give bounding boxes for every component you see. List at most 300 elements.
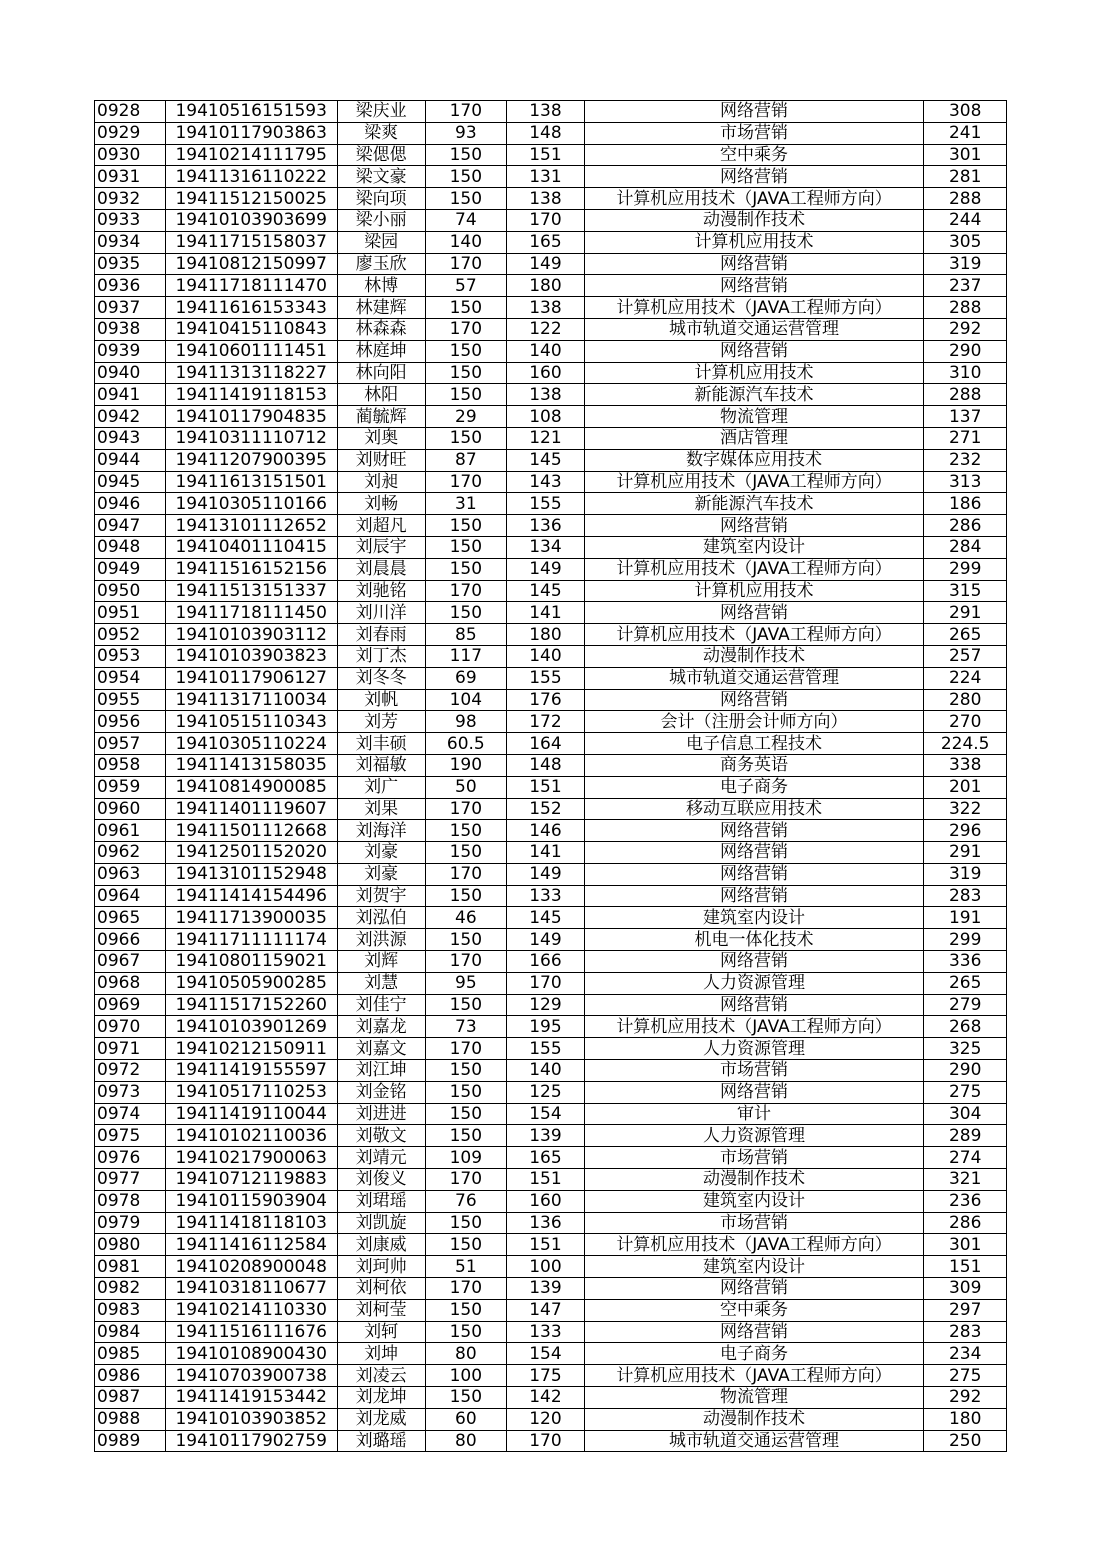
exam-id-cell: 19410415110843: [165, 318, 337, 340]
total-score-cell: 268: [924, 1016, 1007, 1038]
seq-no-cell: 0989: [95, 1430, 166, 1452]
total-score-cell: 224.5: [924, 733, 1007, 755]
table-row: [95, 1321, 1007, 1343]
exam-id-cell: 19410505900285: [165, 972, 337, 994]
exam-id-cell: 19410214111795: [165, 144, 337, 166]
student-name-cell: 刘洪源: [337, 929, 425, 951]
total-score-cell: 304: [924, 1103, 1007, 1125]
total-score-cell: 237: [924, 275, 1007, 297]
score-1-cell: 150: [425, 166, 507, 188]
score-2-cell: 136: [507, 515, 585, 537]
score-2-cell: 149: [507, 253, 585, 275]
score-1-cell: 170: [425, 253, 507, 275]
total-score-cell: 232: [924, 449, 1007, 471]
seq-no-cell: 0971: [95, 1038, 166, 1060]
score-2-cell: 170: [507, 1430, 585, 1452]
seq-no-cell: 0978: [95, 1190, 166, 1212]
major-cell: 商务英语: [584, 754, 924, 776]
total-score-cell: 257: [924, 645, 1007, 667]
exam-id-cell: 19410801159021: [165, 951, 337, 973]
score-2-cell: 180: [507, 624, 585, 646]
seq-no-cell: 0939: [95, 340, 166, 362]
score-1-cell: 150: [425, 1081, 507, 1103]
major-cell: 网络营销: [584, 842, 924, 864]
student-name-cell: 刘驰铭: [337, 580, 425, 602]
seq-no-cell: 0953: [95, 645, 166, 667]
exam-id-cell: 19411516152156: [165, 558, 337, 580]
total-score-cell: 151: [924, 1256, 1007, 1278]
student-name-cell: 梁向项: [337, 188, 425, 210]
exam-id-cell: 19410217900063: [165, 1147, 337, 1169]
score-2-cell: 166: [507, 951, 585, 973]
total-score-cell: 338: [924, 754, 1007, 776]
student-name-cell: 刘嘉龙: [337, 1016, 425, 1038]
seq-no-cell: 0961: [95, 820, 166, 842]
major-cell: 建筑室内设计: [584, 536, 924, 558]
score-2-cell: 148: [507, 122, 585, 144]
student-name-cell: 刘柯依: [337, 1278, 425, 1300]
major-cell: 电子商务: [584, 1343, 924, 1365]
student-name-cell: 梁文豪: [337, 166, 425, 188]
exam-id-cell: 19411713900035: [165, 907, 337, 929]
major-cell: 建筑室内设计: [584, 1256, 924, 1278]
major-cell: 动漫制作技术: [584, 209, 924, 231]
student-name-cell: 梁偲偲: [337, 144, 425, 166]
exam-id-cell: 19410115903904: [165, 1190, 337, 1212]
total-score-cell: 291: [924, 602, 1007, 624]
student-name-cell: 刘豪: [337, 842, 425, 864]
student-name-cell: 刘俊义: [337, 1169, 425, 1191]
score-2-cell: 100: [507, 1256, 585, 1278]
exam-id-cell: 19410311110712: [165, 427, 337, 449]
score-2-cell: 141: [507, 842, 585, 864]
score-2-cell: 165: [507, 1147, 585, 1169]
student-name-cell: 梁庆业: [337, 101, 425, 123]
score-2-cell: 152: [507, 798, 585, 820]
total-score-cell: 299: [924, 929, 1007, 951]
total-score-cell: 291: [924, 842, 1007, 864]
score-2-cell: 149: [507, 863, 585, 885]
score-2-cell: 140: [507, 1060, 585, 1082]
total-score-cell: 284: [924, 536, 1007, 558]
student-name-cell: 刘广: [337, 776, 425, 798]
score-2-cell: 170: [507, 209, 585, 231]
score-1-cell: 190: [425, 754, 507, 776]
score-1-cell: 150: [425, 536, 507, 558]
total-score-cell: 290: [924, 340, 1007, 362]
seq-no-cell: 0942: [95, 406, 166, 428]
student-name-cell: 刘畅: [337, 493, 425, 515]
major-cell: 计算机应用技术: [584, 580, 924, 602]
score-2-cell: 138: [507, 297, 585, 319]
score-2-cell: 133: [507, 885, 585, 907]
exam-id-cell: 19411418118103: [165, 1212, 337, 1234]
seq-no-cell: 0934: [95, 231, 166, 253]
total-score-cell: 274: [924, 1147, 1007, 1169]
seq-no-cell: 0984: [95, 1321, 166, 1343]
score-1-cell: 170: [425, 471, 507, 493]
exam-id-cell: 19410102110036: [165, 1125, 337, 1147]
score-2-cell: 121: [507, 427, 585, 449]
student-name-cell: 林森森: [337, 318, 425, 340]
score-1-cell: 150: [425, 144, 507, 166]
total-score-cell: 234: [924, 1343, 1007, 1365]
total-score-cell: 296: [924, 820, 1007, 842]
student-name-cell: 刘晨晨: [337, 558, 425, 580]
score-2-cell: 140: [507, 645, 585, 667]
student-name-cell: 刘芳: [337, 711, 425, 733]
total-score-cell: 275: [924, 1365, 1007, 1387]
exam-id-cell: 19410117904835: [165, 406, 337, 428]
score-2-cell: 142: [507, 1387, 585, 1409]
total-score-cell: 301: [924, 1234, 1007, 1256]
score-1-cell: 98: [425, 711, 507, 733]
student-name-cell: 刘璐瑶: [337, 1430, 425, 1452]
score-2-cell: 148: [507, 754, 585, 776]
major-cell: 审计: [584, 1103, 924, 1125]
seq-no-cell: 0959: [95, 776, 166, 798]
score-2-cell: 180: [507, 275, 585, 297]
exam-id-cell: 19410516151593: [165, 101, 337, 123]
total-score-cell: 322: [924, 798, 1007, 820]
score-2-cell: 145: [507, 449, 585, 471]
student-name-cell: 刘财旺: [337, 449, 425, 471]
seq-no-cell: 0976: [95, 1147, 166, 1169]
exam-id-cell: 19411613151501: [165, 471, 337, 493]
score-2-cell: 139: [507, 1125, 585, 1147]
score-1-cell: 29: [425, 406, 507, 428]
student-name-cell: 刘辉: [337, 951, 425, 973]
exam-id-cell: 19411207900395: [165, 449, 337, 471]
exam-id-cell: 19410212150911: [165, 1038, 337, 1060]
total-score-cell: 297: [924, 1299, 1007, 1321]
exam-id-cell: 19413101112652: [165, 515, 337, 537]
total-score-cell: 137: [924, 406, 1007, 428]
seq-no-cell: 0962: [95, 842, 166, 864]
seq-no-cell: 0938: [95, 318, 166, 340]
score-1-cell: 150: [425, 994, 507, 1016]
total-score-cell: 241: [924, 122, 1007, 144]
score-2-cell: 139: [507, 1278, 585, 1300]
score-2-cell: 151: [507, 776, 585, 798]
exam-id-cell: 19410208900048: [165, 1256, 337, 1278]
exam-id-cell: 19411401119607: [165, 798, 337, 820]
table-row: [95, 907, 1007, 929]
score-2-cell: 151: [507, 144, 585, 166]
exam-id-cell: 19410108900430: [165, 1343, 337, 1365]
total-score-cell: 310: [924, 362, 1007, 384]
table-row: [95, 863, 1007, 885]
table-row: [95, 1125, 1007, 1147]
score-2-cell: 125: [507, 1081, 585, 1103]
table-row: [95, 1278, 1007, 1300]
student-name-cell: 刘龙威: [337, 1408, 425, 1430]
exam-id-cell: 19411413158035: [165, 754, 337, 776]
major-cell: 计算机应用技术（JAVA工程师方向）: [584, 1365, 924, 1387]
student-name-cell: 刘慧: [337, 972, 425, 994]
seq-no-cell: 0970: [95, 1016, 166, 1038]
table-row: [95, 406, 1007, 428]
major-cell: 人力资源管理: [584, 972, 924, 994]
score-1-cell: 87: [425, 449, 507, 471]
table-row: [95, 558, 1007, 580]
score-1-cell: 80: [425, 1430, 507, 1452]
score-1-cell: 80: [425, 1343, 507, 1365]
student-name-cell: 梁园: [337, 231, 425, 253]
total-score-cell: 201: [924, 776, 1007, 798]
score-2-cell: 147: [507, 1299, 585, 1321]
student-name-cell: 刘敬文: [337, 1125, 425, 1147]
seq-no-cell: 0929: [95, 122, 166, 144]
student-name-cell: 刘丁杰: [337, 645, 425, 667]
seq-no-cell: 0975: [95, 1125, 166, 1147]
major-cell: 动漫制作技术: [584, 1169, 924, 1191]
table-row: [95, 994, 1007, 1016]
score-1-cell: 150: [425, 1125, 507, 1147]
exam-id-cell: 19410305110224: [165, 733, 337, 755]
total-score-cell: 313: [924, 471, 1007, 493]
table-row: [95, 951, 1007, 973]
total-score-cell: 286: [924, 515, 1007, 537]
table-row: [95, 275, 1007, 297]
seq-no-cell: 0974: [95, 1103, 166, 1125]
score-2-cell: 145: [507, 580, 585, 602]
table-row: [95, 1256, 1007, 1278]
student-name-cell: 刘果: [337, 798, 425, 820]
major-cell: 机电一体化技术: [584, 929, 924, 951]
score-1-cell: 140: [425, 231, 507, 253]
score-1-cell: 150: [425, 188, 507, 210]
exam-id-cell: 19410103903699: [165, 209, 337, 231]
score-2-cell: 155: [507, 493, 585, 515]
table-row: [95, 754, 1007, 776]
table-row: [95, 427, 1007, 449]
score-1-cell: 50: [425, 776, 507, 798]
score-2-cell: 154: [507, 1343, 585, 1365]
score-1-cell: 85: [425, 624, 507, 646]
seq-no-cell: 0943: [95, 427, 166, 449]
exam-id-cell: 19411718111450: [165, 602, 337, 624]
student-name-cell: 林阳: [337, 384, 425, 406]
seq-no-cell: 0968: [95, 972, 166, 994]
table-row: [95, 1343, 1007, 1365]
table-row: [95, 820, 1007, 842]
score-2-cell: 170: [507, 972, 585, 994]
student-name-cell: 刘金铭: [337, 1081, 425, 1103]
total-score-cell: 292: [924, 1387, 1007, 1409]
exam-id-cell: 19410103903823: [165, 645, 337, 667]
table-row: [95, 515, 1007, 537]
total-score-cell: 290: [924, 1060, 1007, 1082]
score-2-cell: 136: [507, 1212, 585, 1234]
table-row: [95, 449, 1007, 471]
score-1-cell: 150: [425, 885, 507, 907]
student-name-cell: 刘奥: [337, 427, 425, 449]
table-row: [95, 776, 1007, 798]
exam-id-cell: 19410214110330: [165, 1299, 337, 1321]
major-cell: 网络营销: [584, 340, 924, 362]
seq-no-cell: 0956: [95, 711, 166, 733]
student-name-cell: 廖玉欣: [337, 253, 425, 275]
exam-id-cell: 19411419155597: [165, 1060, 337, 1082]
major-cell: 建筑室内设计: [584, 907, 924, 929]
total-score-cell: 336: [924, 951, 1007, 973]
score-1-cell: 170: [425, 318, 507, 340]
table-row: [95, 885, 1007, 907]
score-1-cell: 150: [425, 1321, 507, 1343]
score-1-cell: 150: [425, 427, 507, 449]
score-2-cell: 131: [507, 166, 585, 188]
exam-id-cell: 19411512150025: [165, 188, 337, 210]
major-cell: 计算机应用技术（JAVA工程师方向）: [584, 624, 924, 646]
score-1-cell: 150: [425, 1387, 507, 1409]
major-cell: 市场营销: [584, 122, 924, 144]
score-table-body: [95, 101, 1007, 1452]
exam-id-cell: 19410812150997: [165, 253, 337, 275]
seq-no-cell: 0965: [95, 907, 166, 929]
table-row: [95, 711, 1007, 733]
total-score-cell: 186: [924, 493, 1007, 515]
major-cell: 网络营销: [584, 885, 924, 907]
table-row: [95, 231, 1007, 253]
score-2-cell: 160: [507, 1190, 585, 1212]
exam-id-cell: 19411711111174: [165, 929, 337, 951]
score-2-cell: 143: [507, 471, 585, 493]
exam-id-cell: 19411516111676: [165, 1321, 337, 1343]
student-name-cell: 刘丰硕: [337, 733, 425, 755]
score-1-cell: 150: [425, 842, 507, 864]
exam-id-cell: 19411419153442: [165, 1387, 337, 1409]
seq-no-cell: 0987: [95, 1387, 166, 1409]
seq-no-cell: 0979: [95, 1212, 166, 1234]
score-2-cell: 160: [507, 362, 585, 384]
table-row: [95, 166, 1007, 188]
seq-no-cell: 0981: [95, 1256, 166, 1278]
seq-no-cell: 0951: [95, 602, 166, 624]
seq-no-cell: 0988: [95, 1408, 166, 1430]
total-score-cell: 265: [924, 624, 1007, 646]
score-2-cell: 175: [507, 1365, 585, 1387]
score-2-cell: 151: [507, 1169, 585, 1191]
student-name-cell: 刘昶: [337, 471, 425, 493]
major-cell: 网络营销: [584, 275, 924, 297]
score-table: [94, 100, 1007, 1452]
student-name-cell: 刘佳宁: [337, 994, 425, 1016]
total-score-cell: 270: [924, 711, 1007, 733]
total-score-cell: 301: [924, 144, 1007, 166]
major-cell: 城市轨道交通运营管理: [584, 318, 924, 340]
seq-no-cell: 0944: [95, 449, 166, 471]
student-name-cell: 刘柯莹: [337, 1299, 425, 1321]
major-cell: 网络营销: [584, 951, 924, 973]
exam-id-cell: 19410515110343: [165, 711, 337, 733]
score-1-cell: 73: [425, 1016, 507, 1038]
exam-id-cell: 19410117906127: [165, 667, 337, 689]
score-1-cell: 57: [425, 275, 507, 297]
student-name-cell: 蔺毓辉: [337, 406, 425, 428]
seq-no-cell: 0967: [95, 951, 166, 973]
table-row: [95, 1299, 1007, 1321]
major-cell: 移动互联应用技术: [584, 798, 924, 820]
total-score-cell: 279: [924, 994, 1007, 1016]
score-2-cell: 154: [507, 1103, 585, 1125]
score-2-cell: 151: [507, 1234, 585, 1256]
major-cell: 网络营销: [584, 515, 924, 537]
score-1-cell: 170: [425, 1169, 507, 1191]
table-row: [95, 362, 1007, 384]
table-row: [95, 1081, 1007, 1103]
major-cell: 建筑室内设计: [584, 1190, 924, 1212]
total-score-cell: 288: [924, 297, 1007, 319]
table-row: [95, 798, 1007, 820]
major-cell: 物流管理: [584, 1387, 924, 1409]
exam-id-cell: 19413101152948: [165, 863, 337, 885]
major-cell: 计算机应用技术: [584, 231, 924, 253]
score-1-cell: 170: [425, 1278, 507, 1300]
total-score-cell: 224: [924, 667, 1007, 689]
seq-no-cell: 0960: [95, 798, 166, 820]
table-row: [95, 1365, 1007, 1387]
seq-no-cell: 0973: [95, 1081, 166, 1103]
table-row: [95, 580, 1007, 602]
seq-no-cell: 0972: [95, 1060, 166, 1082]
score-1-cell: 117: [425, 645, 507, 667]
seq-no-cell: 0947: [95, 515, 166, 537]
score-1-cell: 170: [425, 798, 507, 820]
student-name-cell: 刘凯旋: [337, 1212, 425, 1234]
total-score-cell: 180: [924, 1408, 1007, 1430]
total-score-cell: 319: [924, 863, 1007, 885]
major-cell: 数字媒体应用技术: [584, 449, 924, 471]
total-score-cell: 319: [924, 253, 1007, 275]
major-cell: 网络营销: [584, 253, 924, 275]
exam-id-cell: 19411316110222: [165, 166, 337, 188]
student-name-cell: 刘江坤: [337, 1060, 425, 1082]
student-name-cell: 林博: [337, 275, 425, 297]
score-2-cell: 138: [507, 384, 585, 406]
student-name-cell: 刘辰宇: [337, 536, 425, 558]
seq-no-cell: 0983: [95, 1299, 166, 1321]
score-1-cell: 150: [425, 340, 507, 362]
exam-id-cell: 19410117902759: [165, 1430, 337, 1452]
score-1-cell: 150: [425, 820, 507, 842]
score-2-cell: 149: [507, 558, 585, 580]
major-cell: 计算机应用技术（JAVA工程师方向）: [584, 1016, 924, 1038]
score-1-cell: 150: [425, 1060, 507, 1082]
table-row: [95, 1038, 1007, 1060]
exam-id-cell: 19411715158037: [165, 231, 337, 253]
score-1-cell: 150: [425, 602, 507, 624]
exam-id-cell: 19410401110415: [165, 536, 337, 558]
table-row: [95, 972, 1007, 994]
major-cell: 网络营销: [584, 602, 924, 624]
total-score-cell: 191: [924, 907, 1007, 929]
seq-no-cell: 0941: [95, 384, 166, 406]
student-name-cell: 梁爽: [337, 122, 425, 144]
exam-id-cell: 19410117903863: [165, 122, 337, 144]
exam-id-cell: 19411317110034: [165, 689, 337, 711]
major-cell: 网络营销: [584, 166, 924, 188]
exam-id-cell: 19411416112584: [165, 1234, 337, 1256]
table-row: [95, 493, 1007, 515]
exam-id-cell: 19411718111470: [165, 275, 337, 297]
table-row: [95, 1169, 1007, 1191]
table-row: [95, 471, 1007, 493]
total-score-cell: 309: [924, 1278, 1007, 1300]
student-name-cell: 刘春雨: [337, 624, 425, 646]
major-cell: 市场营销: [584, 1212, 924, 1234]
table-row: [95, 122, 1007, 144]
